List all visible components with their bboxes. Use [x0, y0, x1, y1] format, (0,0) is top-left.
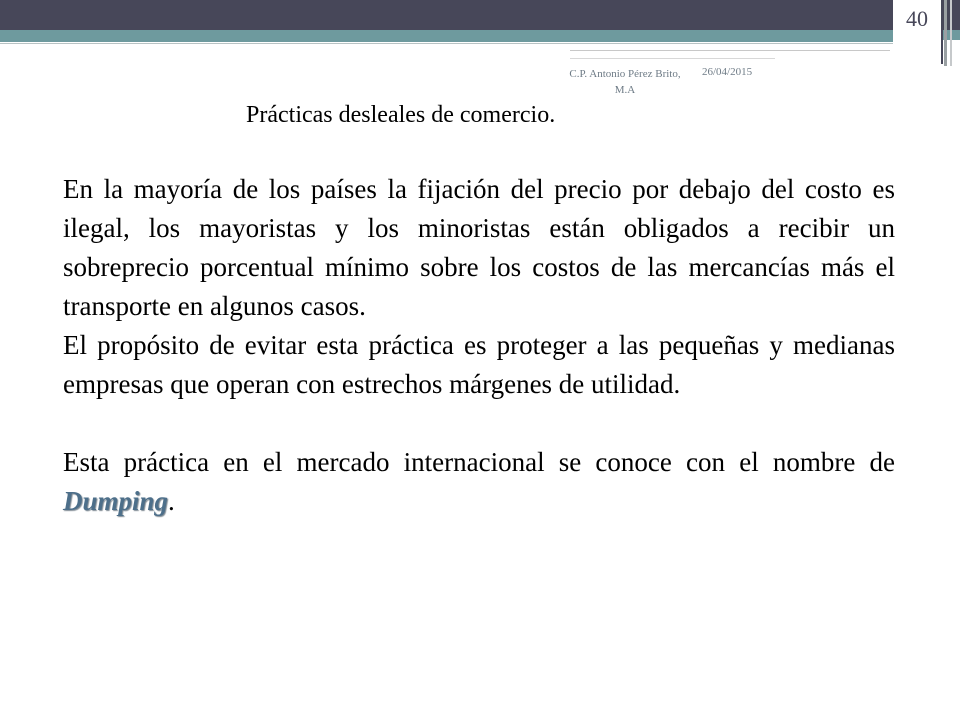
- panel-shadow: [944, 0, 947, 66]
- paragraph-purpose: El propósito de evitar esta práctica es proteger a las pequeñas y medianas empresas que operan con estrechos márgenes de utilidad.: [63, 330, 895, 399]
- footer-date: 26/04/2015: [702, 66, 753, 78]
- slide-title: Prácticas desleales de comercio.: [246, 102, 556, 128]
- slide-body: [63, 170, 895, 521]
- top-header-bar: [0, 0, 960, 30]
- paragraph-spacer: [63, 404, 895, 443]
- slide-number: 40: [906, 6, 928, 31]
- footer-rule: [570, 50, 890, 51]
- teal-divider-line: [0, 40, 895, 42]
- paragraph-dumping-prefix: Esta práctica en el mercado internacional se conoce con el nombre de: [63, 447, 895, 477]
- paragraph-pricing-law: En la mayoría de los países la fijación del precio por debajo del costo es ilegal, los mayoristas y los minoristas están obligados a recibir un sobreprecio porcentual mínimo sobre los costos de las mercancías más el transporte en algunos casos.: [63, 174, 895, 321]
- dumping-term: Dumping: [63, 486, 169, 516]
- teal-accent-band: [0, 30, 960, 40]
- footer-author: C.P. Antonio Pérez Brito, M.A: [569, 68, 681, 96]
- panel-shadow-outer: [950, 0, 952, 66]
- footer-rule-short: [570, 58, 775, 59]
- paragraph-dumping-suffix: .: [168, 486, 175, 516]
- paragraph-dumping: [63, 443, 895, 521]
- grey-divider-line: [0, 43, 895, 44]
